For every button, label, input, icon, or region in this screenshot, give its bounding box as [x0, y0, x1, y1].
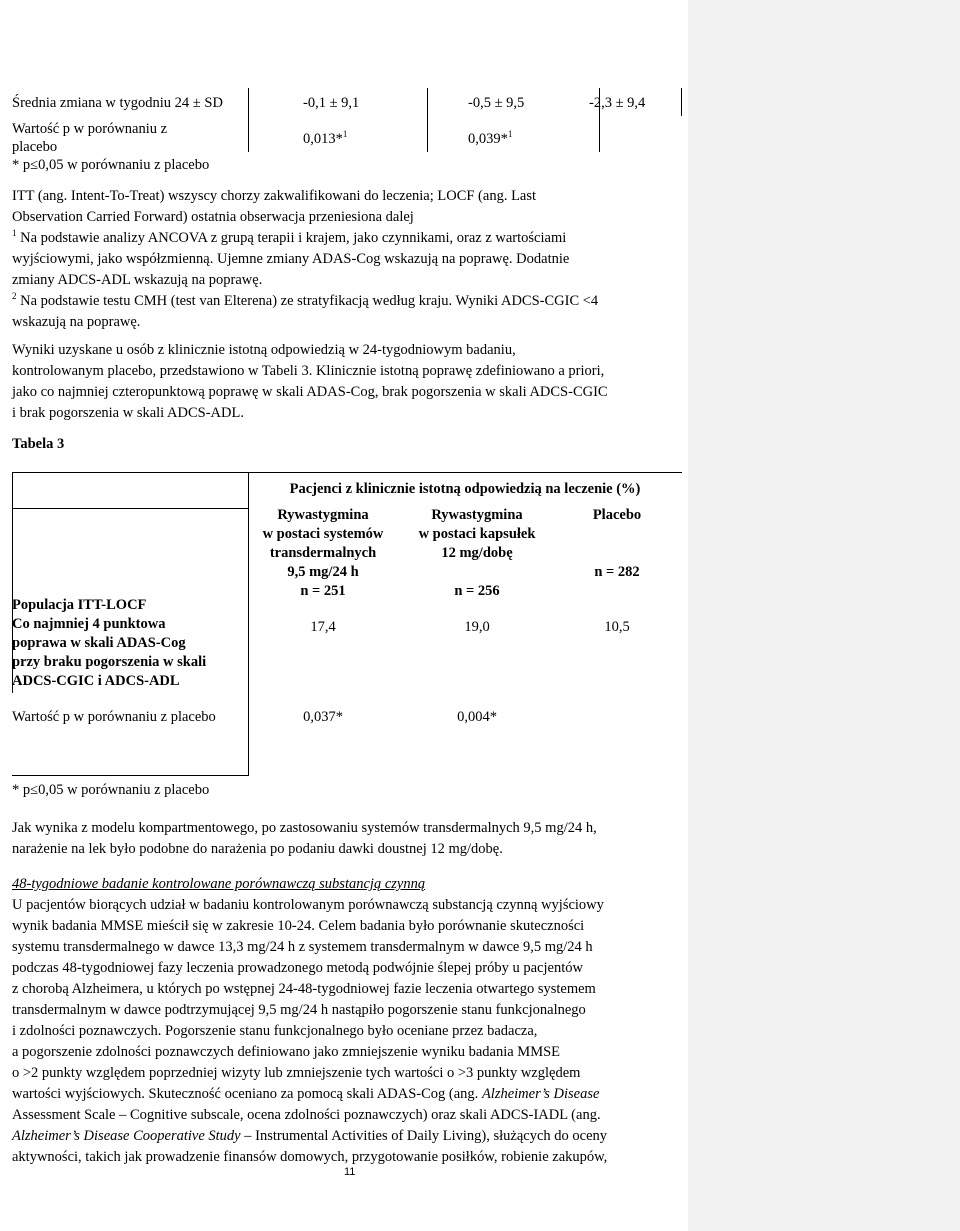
paragraph-line: Wyniki uzyskane u osób z klinicznie istotną odpowiedzią w 24-tygodniowym badaniu, — [12, 342, 516, 358]
responder-rate: 17,4 — [310, 619, 336, 635]
header-line: 12 mg/dobę — [441, 545, 513, 561]
paragraph-line: a pogorszenie zdolności poznawczych definiowano jako zmniejszenie wyniku badania MMSE — [12, 1044, 561, 1060]
footnote-marker: 2 — [12, 291, 17, 302]
footnote-line — [12, 291, 680, 312]
row-label-line: placebo — [12, 139, 58, 155]
cell-value: -2,3 ± 9,4 — [589, 95, 646, 111]
sample-size: n = 282 — [594, 564, 640, 580]
footnote-line: ITT (ang. Intent-To-Treat) wszyscy chorzy zakwalifikowani do leczenia; LOCF (ang. Last — [12, 188, 537, 204]
significance-note: * p≤0,05 w porównaniu z placebo — [12, 782, 210, 798]
section-heading — [12, 874, 680, 895]
p-value-label: Wartość p w porównaniu z placebo — [12, 709, 216, 725]
study-section — [12, 874, 680, 1168]
italic-run: Alzheimer’s Disease Cooperative Study — [12, 1128, 241, 1144]
paragraph-line: podczas 48-tygodniowej fazy leczenia prowadzonego metodą podwójnie ślepej próby u pacjentów — [12, 960, 583, 976]
criterion-line: poprawa w skali ADAS-Cog — [12, 635, 186, 651]
responder-table — [12, 472, 682, 776]
paragraph-line: i brak pogorszenia w skali ADCS-ADL. — [12, 405, 244, 421]
footnote-marker: 1 — [12, 228, 17, 239]
italic-run: Alzheimer’s Disease — [481, 1086, 600, 1102]
p-value: 0,037* — [303, 709, 343, 725]
footnote-ref: 1 — [507, 129, 513, 140]
paragraph-line: wynik badania MMSE mieścił się w zakresie 10-24. Celem badania było porównanie skuteczności — [12, 918, 585, 934]
table-divider — [248, 88, 249, 152]
cell-value: -0,5 ± 9,5 — [468, 95, 525, 111]
population-label: Populacja ITT-LOCF — [12, 597, 147, 613]
cell-value — [303, 130, 347, 148]
paragraph-line: o >2 punkty względem poprzedniej wizyty lub zmniejszenie tych wartości o >3 punkty względem — [12, 1065, 581, 1081]
text-run: wartości wyjściowych. Skuteczność oceniano za pomocą skali ADAS-Cog (ang. — [12, 1086, 482, 1102]
results-paragraph — [12, 340, 680, 424]
header-line: transdermalnych — [269, 545, 377, 561]
paragraph-line — [12, 1126, 680, 1147]
table-divider — [681, 88, 682, 116]
column-header — [552, 506, 682, 582]
cell-value: -0,1 ± 9,1 — [303, 95, 360, 111]
p-value: 0,004* — [457, 709, 497, 725]
footnotes — [12, 186, 680, 333]
header-line: Placebo — [592, 507, 642, 523]
responder-rate: 10,5 — [604, 619, 630, 635]
section-heading-text: 48-tygodniowe badanie kontrolowane porównawczą substancją czynną — [12, 876, 426, 892]
cell-value — [468, 130, 512, 148]
paragraph-line: transdermalnym w dawce podtrzymującej 9,5 mg/24 h nastąpiło pogorszenie stanu funkcjonalnego — [12, 1002, 586, 1018]
table-border — [12, 508, 248, 509]
table-title: Tabela 3 — [12, 436, 65, 452]
paragraph-line: i zdolności poznawczych. Pogorszenie stanu funkcjonalnego było oceniane przez badacza, — [12, 1023, 538, 1039]
paragraph-line: Assessment Scale – Cognitive subscale, ocena zdolności poznawczych) oraz skali ADCS-IADL (ang. — [12, 1107, 601, 1123]
criterion-line: Co najmniej 4 punktowa — [12, 616, 166, 632]
row-label: Średnia zmiana w tygodniu 24 ± SD — [12, 95, 223, 111]
paragraph-line: U pacjentów biorących udział w badaniu kontrolowanym porównawczą substancją czynną wyjściowy — [12, 897, 604, 913]
significance-note: * p≤0,05 w porównaniu z placebo — [12, 157, 210, 173]
population-cell — [12, 596, 248, 691]
paragraph-line: z chorobą Alzheimera, u których po wstępnej 24-48-tygodniowej fazie leczenia otwartego systemem — [12, 981, 596, 997]
criterion-line: ADCS-CGIC i ADCS-ADL — [12, 673, 180, 689]
sample-size: n = 251 — [300, 583, 346, 599]
footnote-line: wyjściowymi, jako współzmienną. Ujemne zmiany ADAS-Cog wskazują na poprawę. Dodatnie — [12, 251, 570, 267]
paragraph-line — [12, 1084, 680, 1105]
footnote-text: Na podstawie analizy ANCOVA z grupą terapii i krajem, jako czynnikami, oraz z wartościami — [20, 230, 567, 246]
responder-rate: 19,0 — [464, 619, 490, 635]
header-line: Rywastygmina — [277, 507, 369, 523]
header-line: 9,5 mg/24 h — [287, 564, 359, 580]
column-group-header: Pacjenci z klinicznie istotną odpowiedzią na leczenie (%) — [289, 481, 641, 497]
row-label — [12, 120, 167, 156]
paragraph-line: narażenie na lek było podobne do narażenia po podaniu dawki doustnej 12 mg/dobę. — [12, 841, 503, 857]
review-margin — [688, 0, 960, 1231]
footnote-line — [12, 228, 680, 249]
paragraph-line: kontrolowanym placebo, przedstawiono w Tabeli 3. Klinicznie istotną poprawę zdefiniowano a priori, — [12, 363, 605, 379]
footnote-text: Na podstawie testu CMH (test van Elterena) ze stratyfikacją według kraju. Wyniki ADCS-CGIC <4 — [20, 293, 599, 309]
column-header — [248, 506, 398, 601]
criterion-line: przy braku pogorszenia w skali — [12, 654, 207, 670]
table-border — [12, 775, 248, 776]
paragraph-line: systemu transdermalnego w dawce 13,3 mg/24 h z systemem transdermalnym w dawce 9,5 mg/24 h — [12, 939, 593, 955]
footnote-ref: 1 — [342, 129, 348, 140]
row-label-line: Wartość p w porównaniu z — [12, 121, 168, 137]
paragraph-line: Jak wynika z modelu kompartmentowego, po zastosowaniu systemów transdermalnych 9,5 mg/24 h, — [12, 820, 597, 836]
column-header — [392, 506, 562, 601]
page-number: 11 — [344, 1166, 356, 1178]
text-run: – Instrumental Activities of Daily Living), służących do oceny — [240, 1128, 608, 1144]
exposure-paragraph — [12, 818, 680, 860]
header-line: w postaci kapsułek — [418, 526, 536, 542]
p-value: 0,039* — [468, 131, 508, 147]
sample-size: n = 256 — [454, 583, 500, 599]
header-line: Rywastygmina — [431, 507, 523, 523]
paragraph-line: aktywności, takich jak prowadzenie finansów domowych, przygotowanie posiłków, robienie zakupów, — [12, 1149, 608, 1165]
table-divider — [427, 88, 428, 152]
table-border — [12, 472, 682, 473]
footnote-line: zmiany ADCS-ADL wskazują na poprawę. — [12, 272, 263, 288]
footnote-line: wskazują na poprawę. — [12, 314, 141, 330]
paragraph-line: jako co najmniej czteropunktową poprawę w skali ADAS-Cog, brak pogorszenia w skali ADCS-CGIC — [12, 384, 608, 400]
p-value: 0,013* — [303, 131, 343, 147]
header-line: w postaci systemów — [262, 526, 384, 542]
footnote-line: Observation Carried Forward) ostatnia obserwacja przeniesiona dalej — [12, 209, 414, 225]
